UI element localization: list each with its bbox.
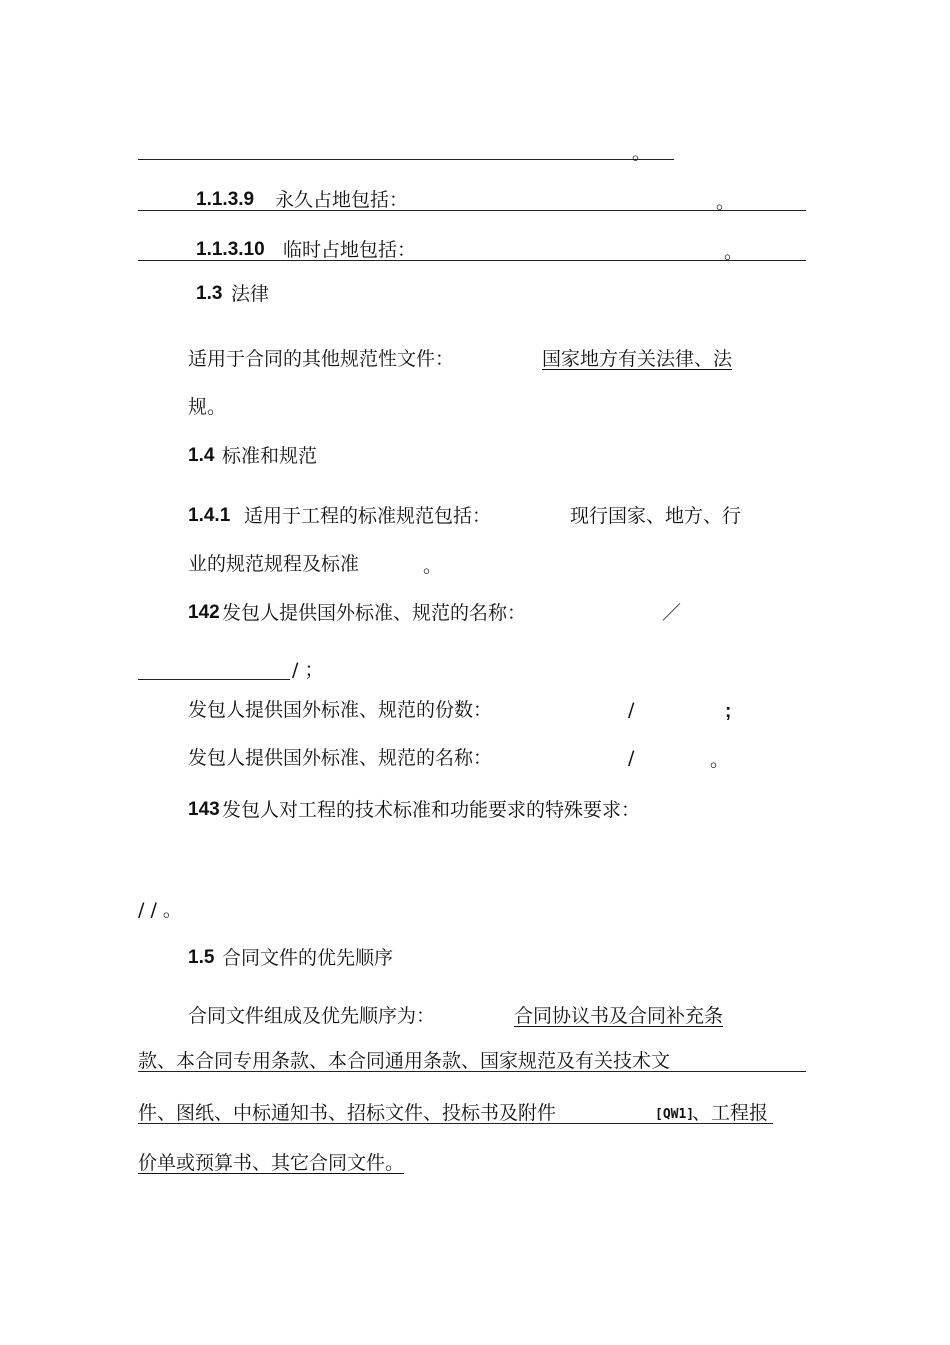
continued-text: 规。 [188,396,227,418]
continued-text: 业的规范规程及标准 [188,553,360,575]
period: 。 [423,555,443,577]
filled-value: 国家地方有关法律、法 [542,348,733,370]
blank-line [138,260,806,261]
clause-label: 发包人对工程的技术标准和功能要求的特殊要求： [222,799,641,821]
period: 。 [710,749,730,771]
filled-value: 款、本合同专用条款、本合同通用条款、国家规范及有关技术文 [138,1050,671,1072]
section-number: 1.4 [188,445,215,466]
slash: / [628,699,635,721]
section-title: 标准和规范 [222,445,318,467]
section-number: 1.3 [196,283,223,304]
clause-label: 合同文件组成及优先顺序为： [188,1005,436,1027]
section-title: 合同文件的优先顺序 [222,947,394,969]
period: 。 [716,191,736,213]
filled-value: 现行国家、地方、行 [570,505,742,527]
clause-number: 1.1.3.9 [196,189,255,210]
blank-line [138,210,806,211]
clause-number: 1.4.1 [188,505,231,526]
section-title: 法律 [231,283,270,305]
clause-label: 发包人提供国外标准、规范的名称： [222,602,527,624]
clause-label: 发包人提供国外标准、规范的份数： [188,699,493,721]
filled-value: 件、图纸、中标通知书、招标文件、投标书及附件 [138,1102,557,1124]
section-number: 1.5 [188,947,215,968]
blank-line [138,159,674,160]
period: 。 [632,142,652,164]
clause-label: 临时占地包括： [283,239,417,261]
comment-marker: [QW1] [655,1107,695,1122]
filled-value: 价单或预算书、其它合同文件。 [138,1152,405,1174]
clause-number: 142 [188,602,220,623]
filled-value: 、工程报 [692,1102,769,1124]
filled-value: 合同协议书及合同补充条 [514,1005,724,1027]
continued-text: / ； [292,659,324,681]
slash: ／ [662,602,682,624]
value-underline [138,1071,806,1072]
clause-label: 适用于合同的其他规范性文件： [188,348,455,370]
clause-number: 1.1.3.10 [196,239,265,260]
clause-number: 143 [188,799,220,820]
slash: / [628,747,635,769]
clause-label: 永久占地包括： [275,189,409,211]
blank-line [138,679,290,680]
clause-label: 适用于工程的标准规范包括： [244,505,492,527]
period: 。 [724,241,744,263]
semicolon: ; [725,701,732,722]
clause-label: 发包人提供国外标准、规范的名称： [188,747,493,769]
filled-value: / / 。 [138,899,182,921]
value-underline [138,1123,773,1124]
